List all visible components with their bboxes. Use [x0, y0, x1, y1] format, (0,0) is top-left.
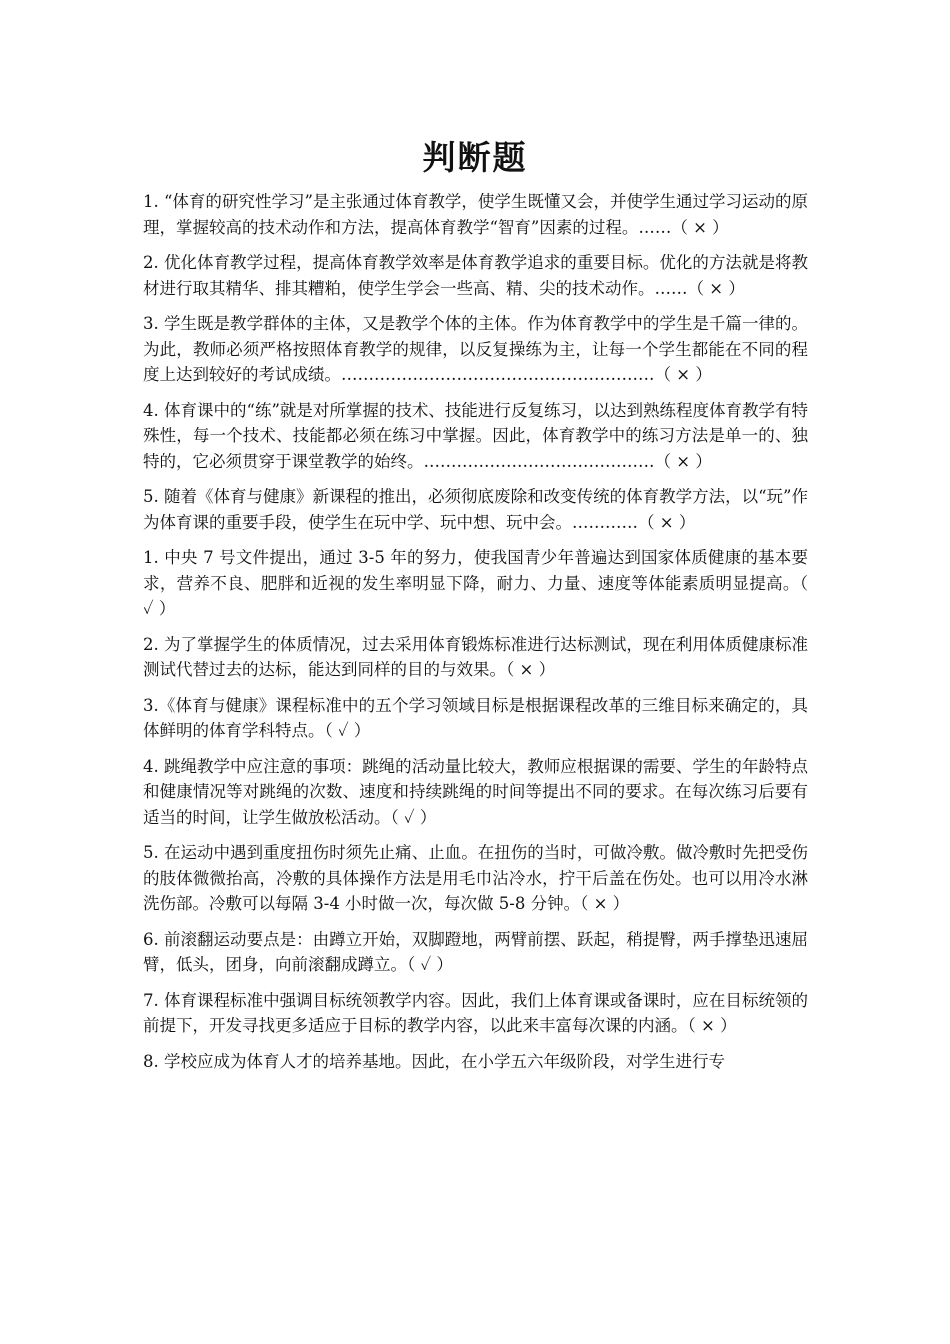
- question-item: 1. 中央 7 号文件提出，通过 3-5 年的努力，使我国青少年普遍达到国家体质健康的基本要求，营养不良、肥胖和近视的发生率明显下降，耐力、力量、速度等体能素质明显提高。（ ✓ ）: [143, 548, 808, 618]
- page-title: 判断题: [422, 138, 528, 177]
- question-item: 8. 学校应成为体育人才的培养基地。因此，在小学五六年级阶段，对学生进行专: [143, 1051, 725, 1071]
- question-item: 5. 随着《体育与健康》新课程的推出，必须彻底废除和改变传统的体育教学方法，以“玩”作为体育课的重要手段，使学生在玩中学、玩中想、玩中会。…………（ × ）: [143, 487, 808, 532]
- question-item: 2. 为了掌握学生的体质情况，过去采用体育锻炼标准进行达标测试，现在利用体质健康标准测试代替过去的达标，能达到同样的目的与效果。（ × ）: [143, 634, 808, 679]
- question-list: [143, 189, 808, 1084]
- question-item: 7. 体育课程标准中强调目标统领教学内容。因此，我们上体育课或备课时，应在目标统领的前提下，开发寻找更多适应于目标的教学内容，以此来丰富每次课的内涵。（ × ）: [143, 990, 808, 1035]
- question-item: 6. 前滚翻运动要点是：由蹲立开始，双脚蹬地，两臂前摆、跃起，稍提臀，两手撑垫迅速屈臂，低头，团身，向前滚翻成蹲立。（ ✓ ）: [143, 929, 808, 974]
- question-item: 5. 在运动中遇到重度扭伤时须先止痛、止血。在扭伤的当时，可做冷敷。做冷敷时先把受伤的肢体微微抬高，冷敷的具体操作方法是用毛巾沾冷水，拧干后盖在伤处。也可以用冷水淋洗伤部。冷敷可以每隔 3-4 小时做一次，每次做 5-8 分钟。（ × ）: [143, 843, 808, 913]
- question-item: 4. 跳绳教学中应注意的事项：跳绳的活动量比较大，教师应根据课的需要、学生的年龄特点和健康情况等对跳绳的次数、速度和持续跳绳的时间等提出不同的要求。在每次练习后要有适当的时间，让学生做放松活动。（ ✓ ）: [143, 756, 808, 827]
- question-item: 3.《体育与健康》课程标准中的五个学习领域目标是根据课程改革的三维目标来确定的，具体鲜明的体育学科特点。（ ✓ ）: [143, 695, 808, 740]
- question-item: 4. 体育课中的“练”就是对所掌握的技术、技能进行反复练习，以达到熟练程度体育教学有特殊性，每一个技术、技能都必须在练习中掌握。因此，体育教学中的练习方法是单一的、独特的，它必须贯穿于课堂教学的始终。……………………………………（ × ）: [143, 400, 808, 471]
- question-item: 1. “体育的研究性学习”是主张通过体育教学，使学生既懂又会，并使学生通过学习运动的原理，掌握较高的技术动作和方法，提高体育教学“智育”因素的过程。……（ × ）: [143, 192, 808, 237]
- question-item: 3. 学生既是教学群体的主体，又是教学个体的主体。作为体育教学中的学生是千篇一律的。为此，教师必须严格按照体育教学的规律，以反复操练为主，让每一个学生都能在不同的程度上达到较好的考试成绩。…………………………………………………（ × ）: [143, 314, 808, 384]
- question-item: 2. 优化体育教学过程，提高体育教学效率是体育教学追求的重要目标。优化的方法就是将教材进行取其精华、排其糟粕，使学生学会一些高、精、尖的技术动作。……（ × ）: [143, 253, 808, 298]
